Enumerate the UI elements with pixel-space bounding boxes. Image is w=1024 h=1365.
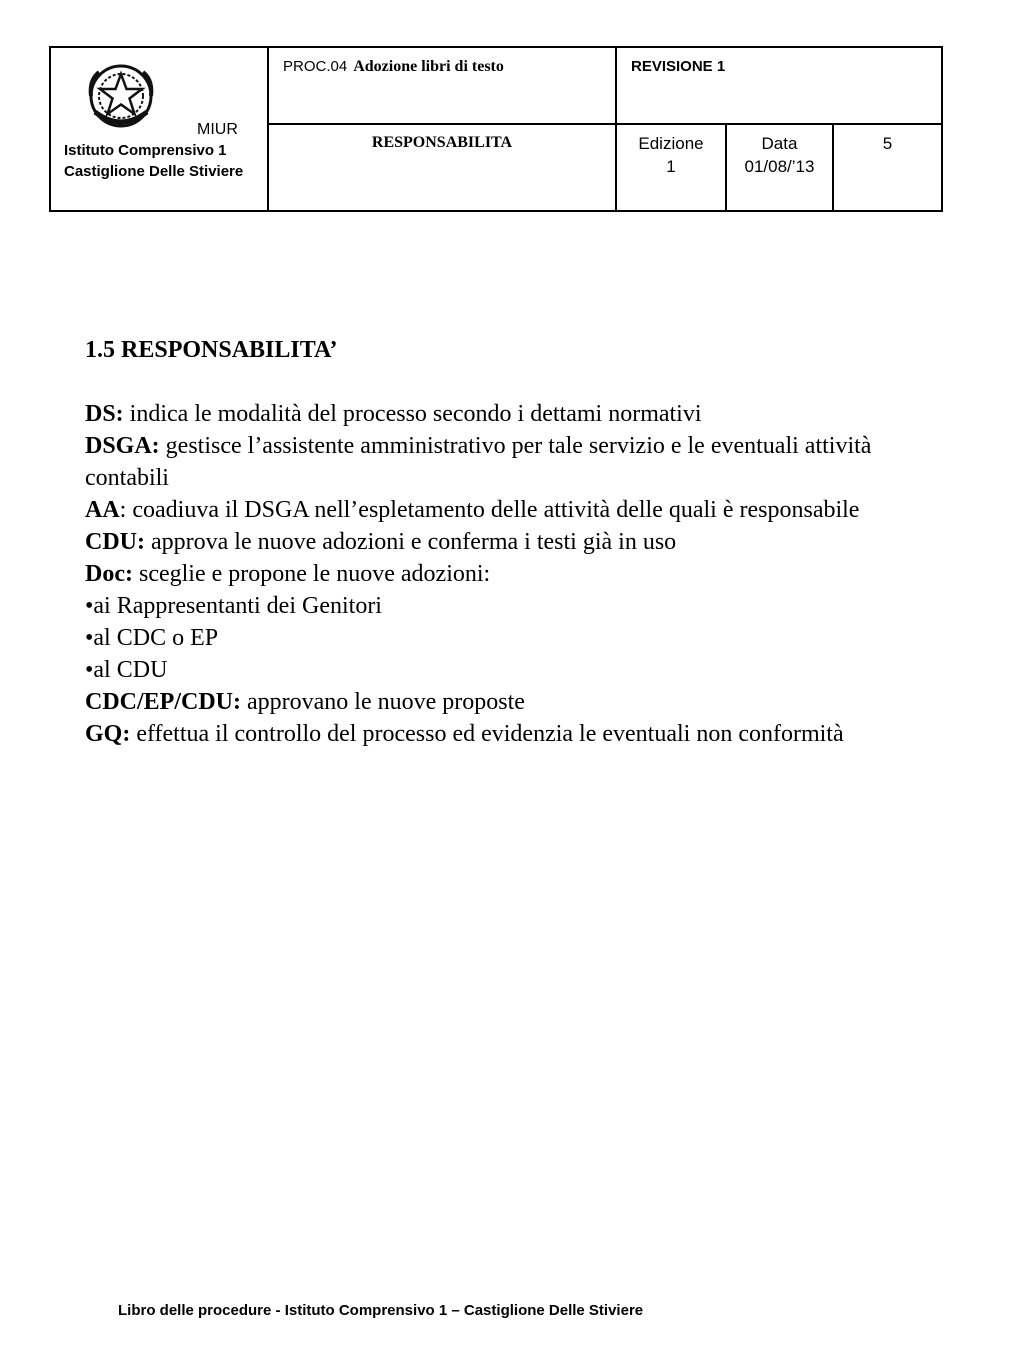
bullet-item: •al CDU — [85, 657, 168, 683]
role-description: indica le modalità del processo secondo i dettami normativi — [123, 401, 702, 427]
italian-republic-emblem-icon — [85, 60, 157, 132]
role-description: effettua il controllo del processo ed evidenzia le eventuali non conformità — [130, 721, 844, 747]
edition-value: 1 — [666, 157, 676, 176]
role-term: AA — [85, 497, 120, 523]
role-description: sceglie e propone le nuove adozioni: — [132, 561, 491, 587]
responsibility-item — [85, 398, 945, 430]
edition-label: Edizione — [638, 134, 704, 153]
edition-cell — [616, 124, 726, 211]
responsibilities-section — [85, 334, 945, 750]
role-term: DSGA: — [85, 433, 160, 459]
bullet-item: •ai Rappresentanti dei Genitori — [85, 593, 382, 619]
role-description: approva le nuove adozioni e conferma i testi già in uso — [145, 529, 677, 555]
date-value: 01/08/’13 — [744, 157, 815, 176]
role-description: approvano le nuove proposte — [241, 689, 525, 715]
institute-name: Istituto Comprensivo 1 Castiglione Delle Stiviere — [64, 142, 244, 180]
document-header-table — [49, 46, 943, 212]
role-term: GQ: — [85, 721, 131, 747]
role-term: Doc: — [85, 561, 133, 587]
date-label: Data — [761, 134, 798, 153]
responsibility-item — [85, 430, 945, 494]
responsibility-item — [85, 718, 945, 750]
revision-cell — [616, 47, 942, 124]
role-description: gestisce l’assistente amministrativo per tale servizio e le eventuali attività contabili — [85, 433, 872, 491]
role-term: DS: — [85, 401, 124, 427]
logo-cell — [50, 47, 268, 211]
role-term: CDU: — [85, 529, 145, 555]
procedure-title-cell — [268, 47, 616, 124]
section-heading: 1.5 RESPONSABILITA’ — [85, 337, 338, 363]
section-title: RESPONSABILITA — [371, 134, 513, 151]
bullet-item: •al CDC o EP — [85, 625, 219, 651]
responsibility-item — [85, 686, 945, 718]
role-term: CDC/EP/CDU: — [85, 689, 241, 715]
role-description: : coadiuva il DSGA nell’espletamento delle attività delle quali è responsabile — [119, 497, 860, 523]
responsibility-item — [85, 526, 945, 558]
revision-label: REVISIONE 1 — [631, 58, 726, 75]
page-number: 5 — [882, 134, 893, 153]
page-footer: Libro delle procedure - Istituto Comprensivo 1 – Castiglione Delle Stiviere — [118, 1302, 644, 1319]
page-number-cell — [833, 124, 942, 211]
procedure-code: PROC.04 — [283, 58, 348, 75]
miur-label: MIUR — [197, 121, 238, 138]
section-cell — [268, 124, 616, 211]
responsibility-item — [85, 494, 945, 526]
procedure-title: Adozione libri di testo — [353, 58, 504, 75]
date-cell — [726, 124, 833, 211]
responsibility-item — [85, 558, 945, 590]
